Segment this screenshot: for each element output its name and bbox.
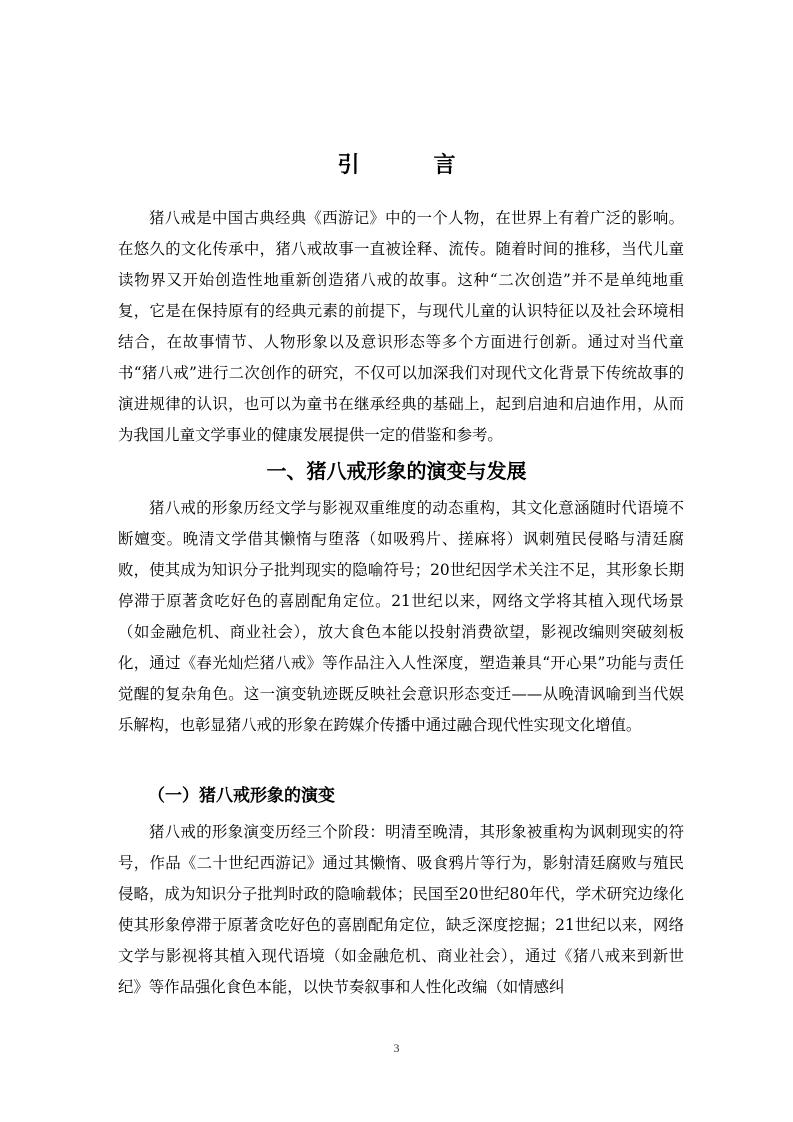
section1-paragraph: 猪八戒的形象历经文学与影视双重维度的动态重构，其文化意涵随时代语境不断嬗变。晚清文学借其懒惰与堕落（如吸鸦片、搓麻将）讽刺殖民侵略与清廷腐败，使其成为知识分子批判现实的隐喻符号；20世纪因学术关注不足，其形象长期停滞于原著贪吃好色的喜剧配角定位。21世纪以来，网络文学将其植入现代场景（如金融危机、商业社会），放大食色本能以投射消费欲望，影视改编则突破刻板化，通过《春光灿烂猪八戒》等作品注入人性深度，塑造兼具“开心果”功能与责任觉醒的复杂角色。这一演变轨迹既反映社会意识形态变迁——从晚清讽喻到当代娱乐解构，也彰显猪八戒的形象在跨媒介传播中通过融合现代性实现文化增值。 (118, 499, 684, 734)
subsection1-paragraph: 猪八戒的形象演变历经三个阶段：明清至晚清，其形象被重构为讽刺现实的符号，作品《二十世纪西游记》通过其懒惰、吸食鸦片等行为，影射清廷腐败与殖民侵略，成为知识分子批判时政的隐喻载体；民国至20世纪80年代，学术研究边缘化使其形象停滞于原著贪吃好色的喜剧配角定位，缺乏深度挖掘；21世纪以来，网络文学与影视将其植入现代语境（如金融危机、商业社会），通过《猪八戒来到新世纪》等作品强化食色本能，以快节奏叙事和人性化改编（如情感纠 (118, 823, 684, 996)
page-title: 引 言 (337, 153, 482, 178)
subsection-heading-1: （一）猪八戒形象的演变 (148, 786, 335, 806)
page-number: 3 (393, 1041, 400, 1055)
intro-paragraph: 猪八戒是中国古典经典《西游记》中的一个人物，在世界上有着广泛的影响。在悠久的文化传承中，猪八戒故事一直被诠释、流传。随着时间的推移，当代儿童读物界又开始创造性地重新创造猪八戒的故事。这种“二次创造”并不是单纯地重复，它是在保持原有的经典元素的前提下，与现代儿童的认识特征以及社会环境相结合，在故事情节、人物形象以及意识形态等多个方面进行创新。通过对当代童书“猪八戒”进行二次创作的研究，不仅可以加深我们对现代文化背景下传统故事的演进规律的认识，也可以为童书在继承经典的基础上，起到启迪和启迪作用，从而为我国儿童文学事业的健康发展提供一定的借鉴和参考。 (118, 209, 684, 444)
section-heading-1: 一、猪八戒形象的演变与发展 (266, 459, 527, 483)
